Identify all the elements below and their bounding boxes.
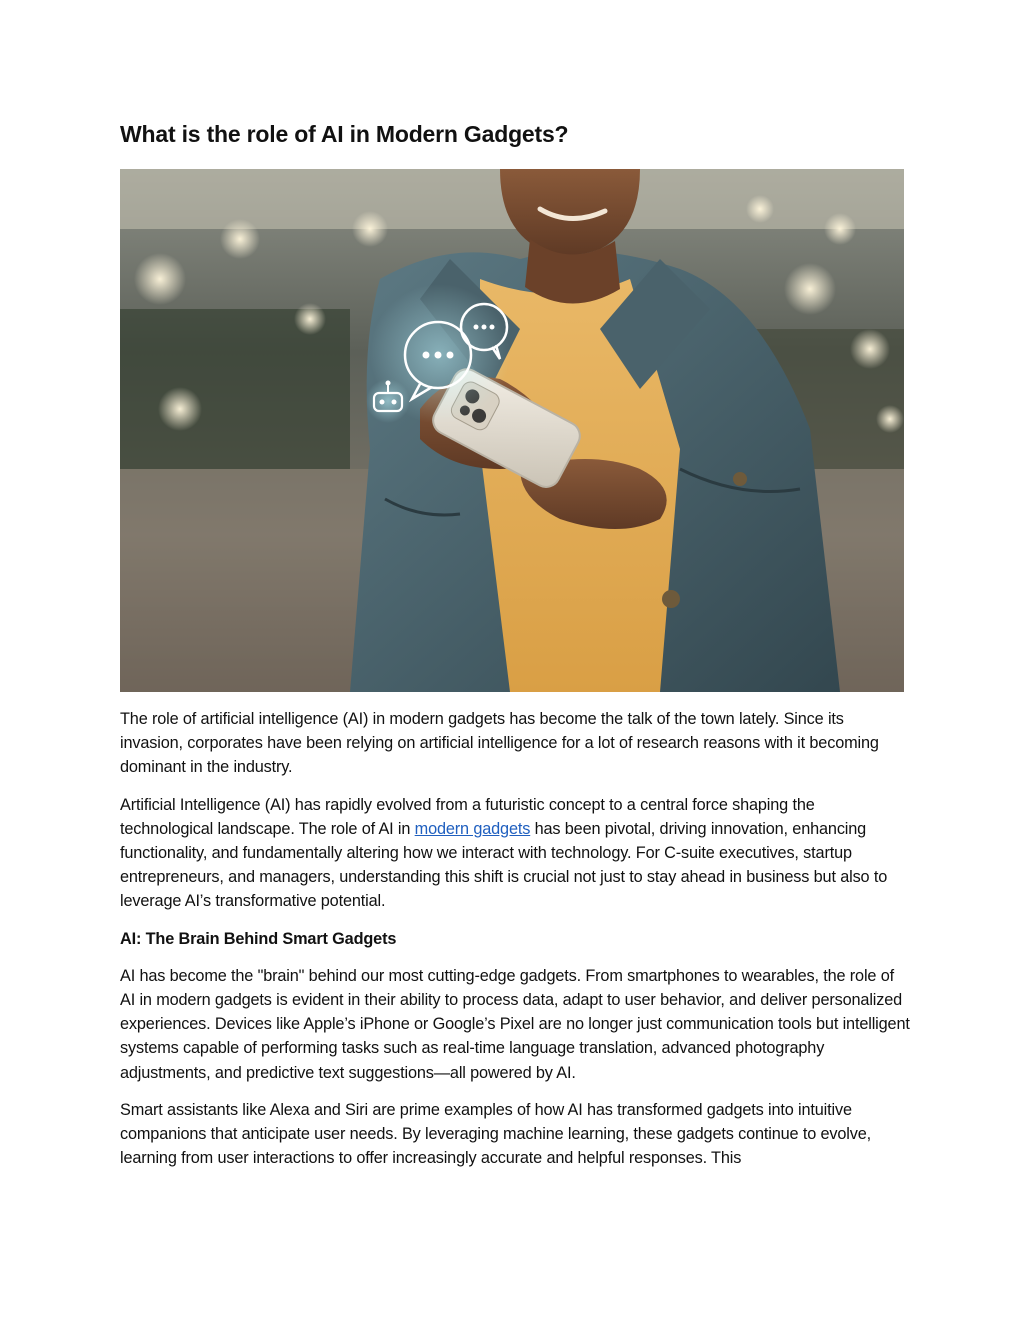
hero-illustration [120,169,904,692]
article-body [120,707,910,1183]
paragraph-overview-text-before: Artificial Intelligence (AI) has rapidly evolved from a futuristic concept to a central force shaping the technological landscape. The role of AI in [120,795,815,838]
hero-image [120,169,904,692]
page-title: What is the role of AI in Modern Gadgets? [120,121,569,147]
section-heading: AI: The Brain Behind Smart Gadgets [120,929,397,948]
paragraph-overview-text-after: has been pivotal, driving innovation, enhancing functionality, and fundamentally altering how we interact with technology. For C-suite executives, startup entrepreneurs, and managers, understanding this shift is crucial not just to stay ahead in business but also to leverage AI’s transformative potential. [120,819,888,911]
modern-gadgets-link[interactable]: modern gadgets [414,819,531,838]
paragraph-assistants: Smart assistants like Alexa and Siri are prime examples of how AI has transformed gadgets into intuitive companions that anticipate user needs. By leveraging machine learning, these gadgets continue to evolve, learning from user interactions to offer increasingly accurate and helpful responses. This [120,1100,872,1168]
paragraph-intro: The role of artificial intelligence (AI) in modern gadgets has become the talk of the town lately. Since its invasion, corporates have been relying on artificial intelligence for a lot of research reasons with it becoming dominant in the industry. [120,710,879,777]
paragraph-brain: AI has become the "brain" behind our most cutting-edge gadgets. From smartphones to wearables, the role of AI in modern gadgets is evident in their ability to process data, adapt to user behavior, and deliver personalized experiences. Devices like Apple’s iPhone or Google’s Pixel are no longer just communication tools but intelligent systems capable of performing tasks such as real-time language translation, advanced photography adjustments, and predictive text suggestions—all powered by AI. [120,966,910,1082]
paragraph-overview [120,793,910,914]
